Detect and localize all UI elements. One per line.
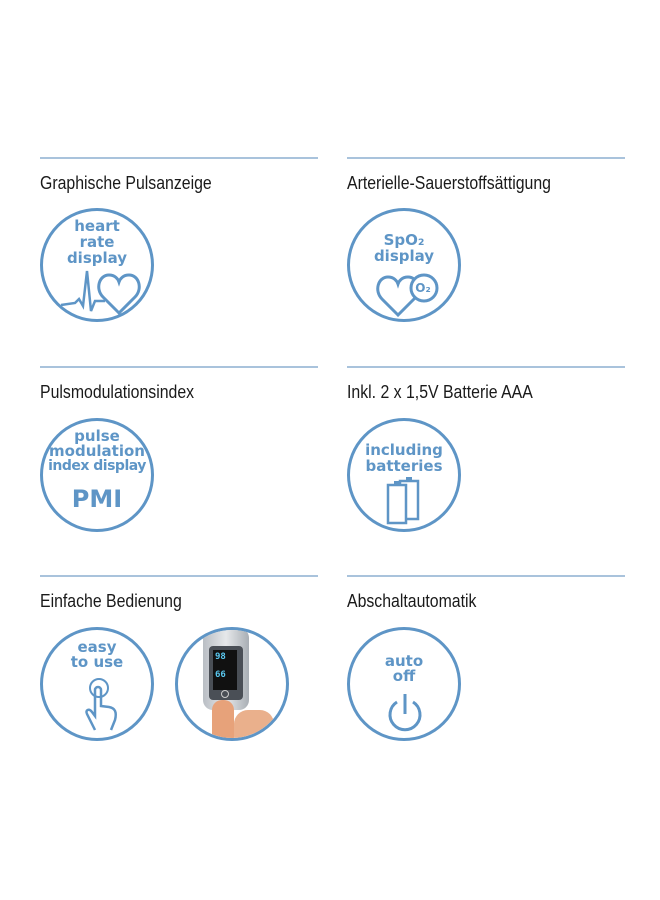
divider (347, 575, 625, 577)
badge-text: off (392, 667, 416, 685)
finger (212, 700, 234, 741)
badge-text: display (373, 247, 435, 265)
feature-title: Graphische Pulsanzeige (40, 173, 212, 193)
feature-auto-off (347, 575, 625, 612)
badge-text: rate (79, 233, 115, 251)
divider (347, 366, 625, 368)
feature-title: Arterielle-Sauerstoffsättigung (347, 173, 551, 193)
divider (347, 157, 625, 159)
feature-title: Pulsmodulationsindex (40, 382, 195, 402)
badge-text: index display (48, 458, 146, 474)
feature-easy-use (40, 575, 318, 612)
heart-o2-icon (350, 211, 458, 319)
badge-text: batteries (365, 457, 443, 475)
divider (40, 575, 318, 577)
pmi-badge (40, 418, 154, 532)
power-button (221, 690, 229, 698)
badge-text: easy (77, 638, 117, 656)
feature-pulse-display (40, 157, 318, 194)
power-icon (350, 630, 458, 738)
feature-title: Abschaltautomatik (347, 591, 477, 611)
touch-hand-icon (43, 630, 151, 738)
spo2-reading: 98 (215, 652, 226, 662)
auto-off-badge (347, 627, 461, 741)
divider (40, 366, 318, 368)
o2-label: O₂ (415, 281, 431, 295)
batteries-icon (350, 421, 458, 529)
badge-text: pulse (74, 427, 120, 445)
badge-text: display (66, 249, 128, 267)
badge-text: modulation (49, 442, 145, 460)
divider (40, 157, 318, 159)
device-photo (175, 627, 289, 741)
batteries-badge (347, 418, 461, 532)
badge-text: SpO₂ (383, 231, 425, 249)
spo2-badge (347, 208, 461, 322)
badge-text: auto (384, 652, 424, 670)
heart-rate-badge (40, 208, 154, 322)
oximeter-device (203, 628, 249, 710)
pulse-reading: 66 (215, 670, 226, 680)
easy-use-badge (40, 627, 154, 741)
feature-pmi (40, 366, 318, 403)
feature-batteries (347, 366, 625, 403)
heart-rate-icon (43, 211, 151, 319)
feature-title: Einfache Bedienung (40, 591, 182, 611)
feature-spo2 (347, 157, 625, 194)
badge-text: to use (70, 653, 124, 671)
pmi-icon: PMI (71, 485, 123, 513)
feature-title: Inkl. 2 x 1,5V Batterie AAA (347, 382, 533, 402)
badge-text: including (365, 441, 443, 459)
badge-text: heart (74, 217, 120, 235)
